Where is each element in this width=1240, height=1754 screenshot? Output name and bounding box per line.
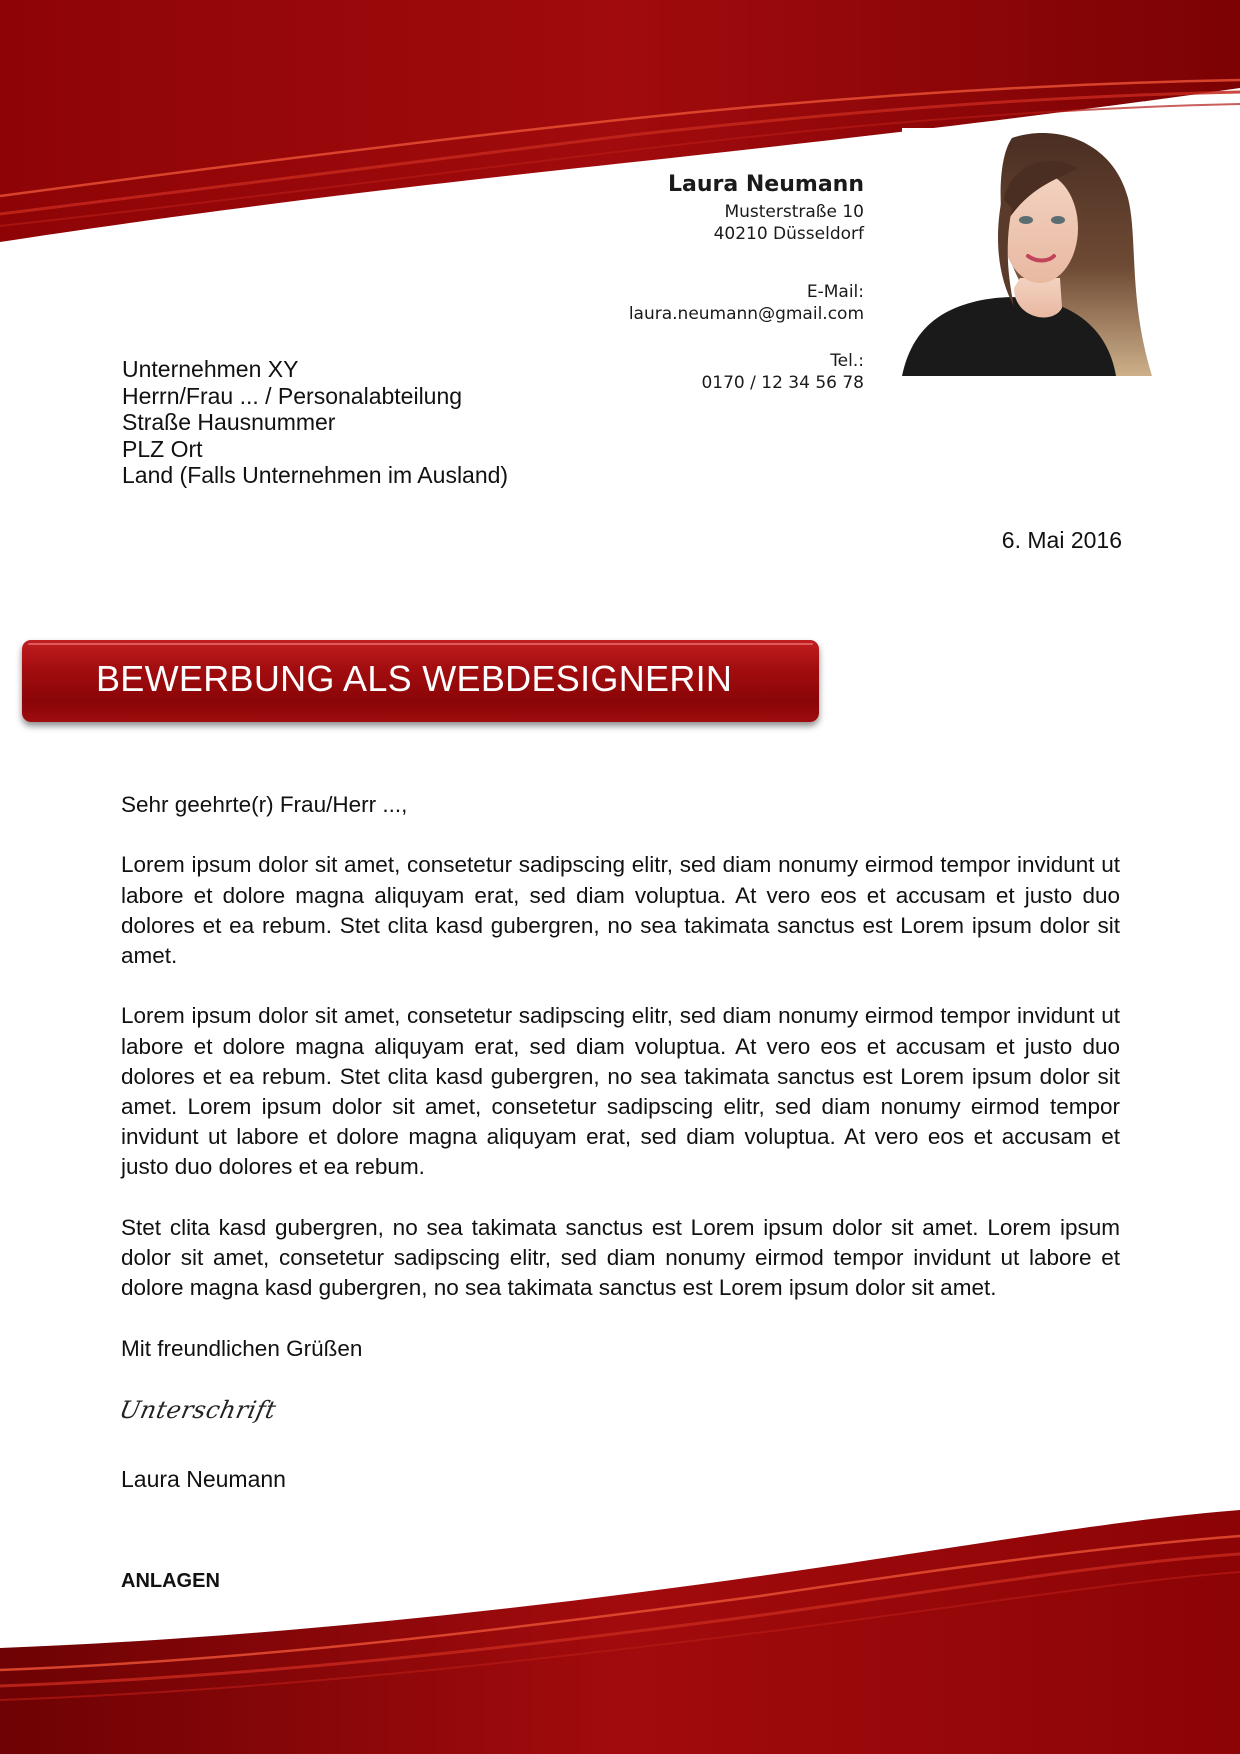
body-paragraph: Lorem ipsum dolor sit amet, consetetur sadipscing elitr, sed diam nonumy eirmod tempor invidunt ut labore et dolore magna aliquyam erat, sed diam voluptua. At vero eos et accusam et justo duo dolores et ea rebum. Stet clita kasd gubergren, no sea takimata sanctus est Lorem ipsum dolor sit amet. Lorem ipsum dolor sit amet, consetetur sadipscing elitr, sed diam nonumy eirmod tempor invidunt ut labore et dolore magna aliquyam erat, sed diam voluptua. At vero eos et accusam et justo duo dolores et ea rebum. [121,1003,1120,1180]
footer-wave-decoration [0,1500,1240,1754]
recipient-line: Herrn/Frau ... / Personalabteilung [122,382,463,409]
sender-street: Musterstraße 10 [724,202,864,222]
profile-photo [902,128,1166,376]
sender-phone: 0170 / 12 34 56 78 [701,373,864,393]
closing: Mit freundlichen Grüßen [121,1335,363,1361]
salutation: Sehr geehrte(r) Frau/Herr ..., [121,792,408,817]
phone-label: Tel.: [830,351,864,371]
subject-banner [22,640,819,722]
sender-city: 40210 Düsseldorf [713,224,864,244]
recipient-line: PLZ Ort [122,435,203,462]
sender-email: laura.neumann@gmail.com [628,304,864,324]
letter-body [121,790,1120,1394]
sender-name: Laura Neumann [668,172,864,197]
body-paragraph: Stet clita kasd gubergren, no sea takimata sanctus est Lorem ipsum dolor sit amet. Lorem ipsum dolor sit amet, consetetur sadipscing elitr, sed diam nonumy eirmod tempor invidunt ut labore et dolore magna kasd gubergren, no sea takimata sanctus est Lorem ipsum dolor sit amet. [121,1214,1120,1301]
attachments-heading: ANLAGEN [121,1570,220,1592]
signature-name: Laura Neumann [121,1466,286,1492]
subject-title: BEWERBUNG ALS WEBDESIGNERIN [96,658,733,699]
recipient-address [122,356,508,489]
signature: Unterschrift [117,1396,279,1424]
email-label: E-Mail: [806,282,864,302]
recipient-line: Straße Hausnummer [122,409,336,435]
sender-block [629,172,864,394]
letter-date: 6. Mai 2016 [1001,527,1122,553]
recipient-line: Land (Falls Unternehmen im Ausland) [122,462,509,488]
recipient-line: Unternehmen XY [122,356,299,382]
body-paragraph: Lorem ipsum dolor sit amet, consetetur sadipscing elitr, sed diam nonumy eirmod tempor invidunt ut labore et dolore magna aliquyam erat, sed diam voluptua. At vero eos et accusam et justo duo dolores et ea rebum. Stet clita kasd gubergren, no sea takimata sanctus est Lorem ipsum dolor sit amet. [121,852,1120,968]
